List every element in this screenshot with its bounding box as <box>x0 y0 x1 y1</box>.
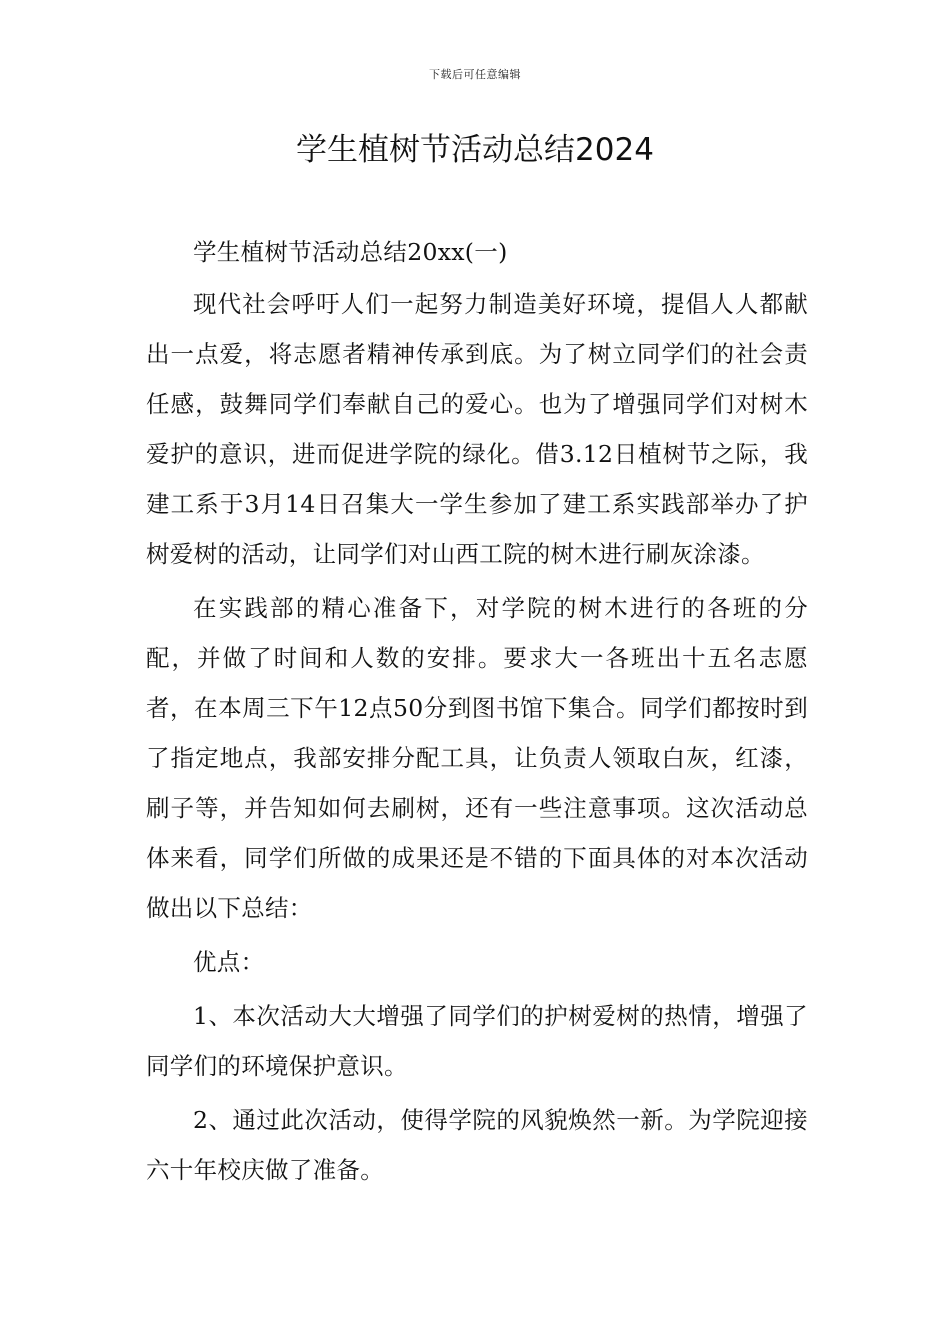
header-note: 下载后可任意编辑 <box>429 68 521 81</box>
document-title: 学生植树节活动总结2024 <box>296 132 654 168</box>
paragraph-intro: 现代社会呼吁人们一起努力制造美好环境，提倡人人都献出一点爱，将志愿者精神传承到底。为了树立同学们的社会责任感，鼓舞同学们奉献自己的爱心。也为了增强同学们对树木爱护的意识，进而促进学院的绿化。借3.12日植树节之际，我建工系于3月14日召集大一学生参加了建工系实践部举办了护树爱树的活动，让同学们对山西工院的树木进行刷灰涂漆。 <box>146 290 808 568</box>
document-body <box>146 227 808 1199</box>
paragraph-preparation: 在实践部的精心准备下，对学院的树木进行的各班的分配，并做了时间和人数的安排。要求大一各班出十五名志愿者，在本周三下午12点50分到图书馆下集合。同学们都按时到了指定地点，我部安排分配工具，让负责人领取白灰，红漆，刷子等，并告知如何去刷树，还有一些注意事项。这次活动总体来看，同学们所做的成果还是不错的下面具体的对本次活动做出以下总结： <box>146 594 808 922</box>
paragraph-advantage-2: 2、通过此次活动，使得学院的风貌焕然一新。为学院迎接六十年校庆做了准备。 <box>146 1106 808 1184</box>
section-heading: 学生植树节活动总结20xx(一) <box>193 238 508 266</box>
paragraph-advantages-heading: 优点： <box>193 948 265 976</box>
paragraph-advantage-1: 1、本次活动大大增强了同学们的护树爱树的热情，增强了同学们的环境保护意识。 <box>146 1002 808 1080</box>
